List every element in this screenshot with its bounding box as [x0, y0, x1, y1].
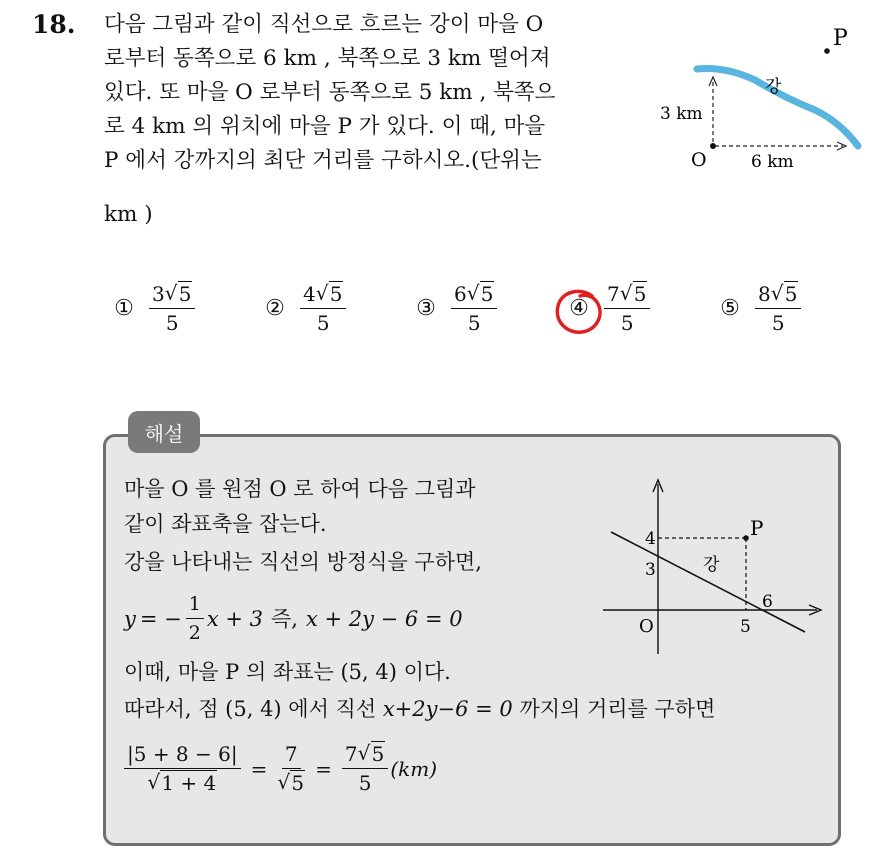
solution-equation: y = − $\frac{1}{2}$ x + 3 즉, x + 2y − 6 = 0	[124, 593, 463, 644]
tick-y4: 4	[645, 529, 656, 549]
option-4-marker: ④	[569, 296, 589, 321]
village-o-dot	[710, 143, 716, 149]
option-2[interactable]	[262, 282, 346, 335]
option-1-marker: ①	[114, 296, 134, 321]
option-3-value: 6 √ 5 5	[451, 282, 497, 335]
answer-circle-mark	[552, 286, 608, 338]
solution-tag: 해설	[128, 411, 200, 453]
solution-distance-formula: |5 + 8 − 6| √ 1 + 4 = 7 √ 5 = 7 √ 5 5 (km)	[124, 742, 437, 795]
question-line-3: 있다. 또 마을 O 로부터 동쪽으로 5 km , 북쪽으	[104, 80, 556, 105]
village-p-dot	[824, 48, 830, 54]
question-line-6: km )	[104, 202, 153, 227]
solution-line-6: 따라서, 점 (5, 4) 에서 직선 x+2y−6 = 0 까지의 거리를 구하면	[124, 697, 716, 721]
label-river: 강	[765, 77, 782, 97]
solution-line-1: 마을 O 를 원점 O 로 하여 다음 그림과	[124, 477, 476, 501]
label-p: P	[833, 26, 848, 51]
option-1[interactable]	[111, 282, 195, 335]
question-line-5: P 에서 강까지의 최단 거리를 구하시오.(단위는	[104, 148, 542, 173]
option-1-value: 3 √ 5 5	[149, 282, 195, 335]
label-3km: 3 km	[660, 104, 703, 124]
solution-line-2: 같이 좌표축을 잡는다.	[124, 512, 327, 536]
solution-line-3: 강을 나타내는 직선의 방정식을 구하면,	[124, 550, 482, 574]
question-line-4: 로 4 km 의 위치에 마을 P 가 있다. 이 때, 마을	[104, 114, 546, 139]
option-5-marker: ⑤	[720, 296, 740, 321]
option-3-marker: ③	[416, 296, 436, 321]
label-p: P	[750, 516, 764, 540]
option-4-value: 7 √ 5 5	[604, 282, 650, 335]
label-o: O	[639, 616, 654, 637]
option-5[interactable]	[717, 282, 801, 335]
problem-figure	[655, 18, 870, 188]
tick-y3: 3	[645, 560, 656, 580]
question-number: 18.	[32, 10, 76, 39]
option-2-marker: ②	[265, 296, 285, 321]
tick-x6: 6	[762, 592, 773, 612]
label-river: 강	[703, 555, 720, 575]
question-line-2: 로부터 동쪽으로 6 km , 북쪽으로 3 km 떨어져	[104, 46, 551, 71]
point-p	[743, 535, 749, 541]
tick-x5: 5	[740, 617, 751, 637]
option-5-value: 8 √ 5 5	[755, 282, 801, 335]
option-2-value: 4 √ 5 5	[300, 282, 346, 335]
solution-line-5: 이때, 마을 P 의 좌표는 (5, 4) 이다.	[124, 660, 451, 684]
solution-figure	[595, 472, 830, 662]
label-o: O	[691, 149, 707, 171]
question-line-1: 다음 그림과 같이 직선으로 흐르는 강이 마을 O	[104, 12, 544, 37]
label-6km: 6 km	[751, 152, 794, 172]
option-3[interactable]	[413, 282, 497, 335]
